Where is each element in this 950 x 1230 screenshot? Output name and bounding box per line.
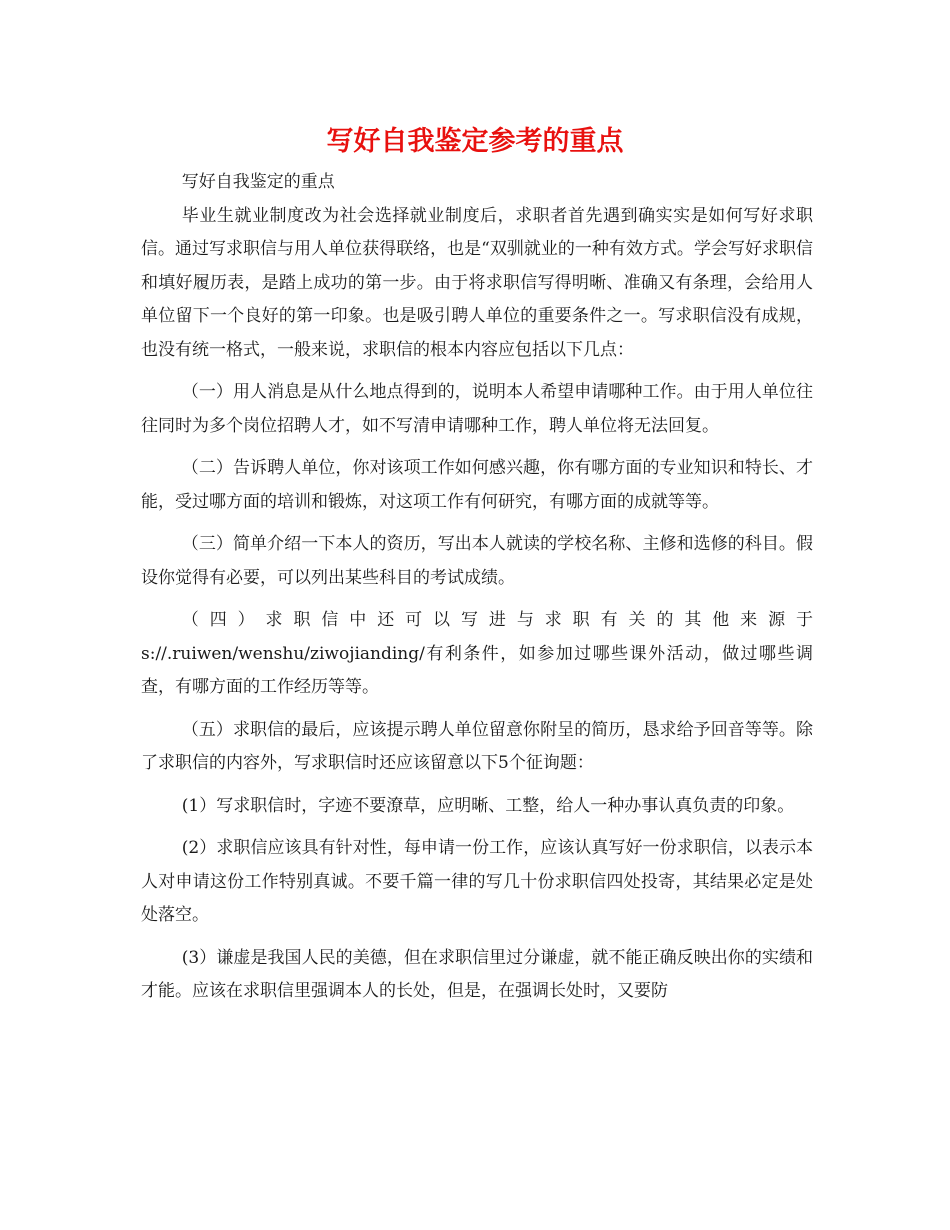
- document-body: [141, 166, 813, 1009]
- note-3-paragraph: (3）谦虚是我国人民的美德，但在求职信里过分谦虚，就不能正确反映出你的实绩和才能。应该在求职信里强调本人的长处，但是，在强调长处时，又要防: [141, 947, 813, 1001]
- point-4-paragraph: （四）求职信中还可以写进与求职有关的其他来源于 s://.ruiwen/wenshu/ziwojianding/有利条件，如参加过哪些课外活动，做过哪些调查，有哪方面的工作经历等等。: [141, 610, 813, 697]
- note-2-paragraph: (2）求职信应该具有针对性，每申请一份工作，应该认真写好一份求职信，以表示本人对申请这份工作特别真诚。不要千篇一律的写几十份求职信四处投寄，其结果必定是处处落空。: [141, 838, 813, 925]
- point-1-paragraph: （一）用人消息是从什么地点得到的，说明本人希望申请哪种工作。由于用人单位往往同时为多个岗位招聘人才，如不写清申请哪种工作，聘人单位将无法回复。: [141, 382, 813, 436]
- point-5-paragraph: （五）求职信的最后，应该提示聘人单位留意你附呈的简历，恳求给予回音等等。除了求职信的内容外，写求职信时还应该留意以下5个征询题：: [141, 719, 813, 773]
- document-title: 写好自我鉴定参考的重点: [326, 126, 624, 157]
- intro-paragraph: 毕业生就业制度改为社会选择就业制度后，求职者首先遇到确实实是如何写好求职信。通过写求职信与用人单位获得联络，也是“双驯就业的一种有效方式。学会写好求职信和填好履历表，是踏上成功的第一步。由于将求职信写得明晰、准确又有条理，会给用人单位留下一个良好的第一印象。也是吸引聘人单位的重要条件之一。写求职信没有成规，也没有统一格式，一般来说，求职信的根本内容应包括以下几点：: [141, 205, 813, 360]
- note-1-paragraph: (1）写求职信时，字迹不要潦草，应明晰、工整，给人一种办事认真负责的印象。: [181, 795, 795, 816]
- point-2-paragraph: （二）告诉聘人单位，你对该项工作如何感兴趣，你有哪方面的专业知识和特长、才能，受过哪方面的培训和锻炼，对这项工作有何研究，有哪方面的成就等等。: [141, 458, 813, 512]
- point-3-paragraph: （三）简单介绍一下本人的资历，写出本人就读的学校名称、主修和选修的科目。假设你觉得有必要，可以列出某些科目的考试成绩。: [141, 534, 813, 588]
- subtitle-paragraph: 写好自我鉴定的重点: [181, 172, 335, 192]
